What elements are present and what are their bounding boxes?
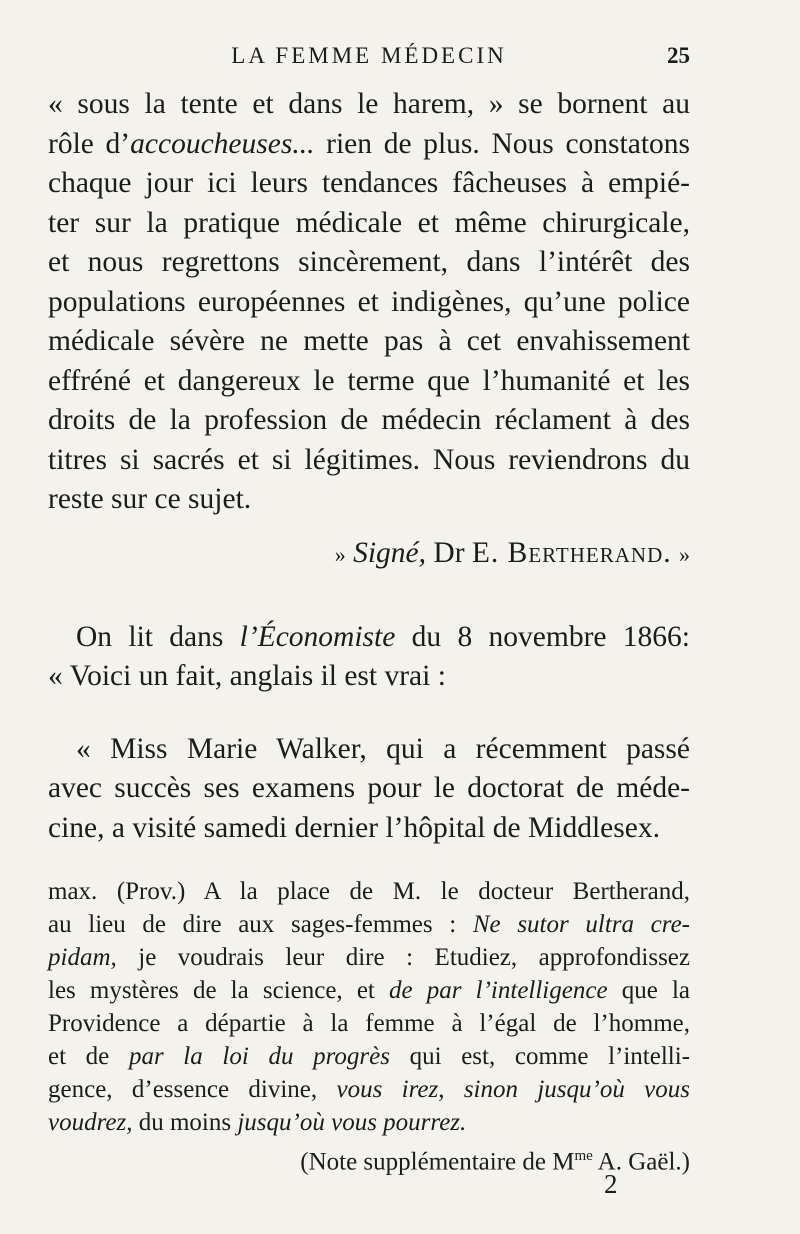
footnote-line: Providence a départie à la femme à l’égal de l’homme, bbox=[48, 1010, 690, 1037]
text-line: titres si sacrés et si légitimes. Nous reviendrons du bbox=[48, 444, 690, 476]
text-line: populations européennes et indigènes, qu’une police bbox=[48, 286, 690, 318]
text-line: et nous regrettons sincèrement, dans l’intérêt des bbox=[48, 246, 690, 278]
doctor-title: Dr bbox=[433, 537, 465, 569]
footnote-line: gence, d’essence divine, vous irez, sinon jusqu’où vous bbox=[48, 1076, 690, 1103]
footnote-line: max. (Prov.) A la place de M. le docteur Bertherand, bbox=[48, 878, 690, 905]
text-line: On lit dans l’Économiste du 8 novembre 1866: bbox=[76, 621, 690, 653]
page-number: 25 bbox=[667, 43, 690, 68]
text-line: rôle d’accoucheuses... rien de plus. Nous constatons bbox=[48, 128, 690, 160]
running-title: LA FEMME MÉDECIN bbox=[231, 43, 507, 68]
footnote-line: pidam, je voudrais leur dire : Etudiez, approfondissez bbox=[48, 944, 690, 971]
text-line: droits de la profession de médecin réclament à des bbox=[48, 404, 690, 436]
signature-folio-mark: 2 bbox=[604, 1169, 618, 1199]
text-line: cine, a visité samedi dernier l’hôpital de Middlesex. bbox=[48, 812, 660, 844]
closing-guillemet: » bbox=[334, 542, 346, 567]
footnote-line: au lieu de dire aux sages-femmes : Ne sutor ultra cre- bbox=[48, 911, 690, 938]
page-header bbox=[48, 36, 690, 76]
text-line: effréné et dangereux le terme que l’humanité et les bbox=[48, 365, 690, 397]
footnote-line: et de par la loi du progrès qui est, comme l’intelli- bbox=[48, 1043, 691, 1070]
author-name: E. Bertherand. bbox=[471, 537, 672, 569]
footnote-line: voudrez, du moins jusqu’où vous pourrez. bbox=[48, 1109, 467, 1136]
signe-label: Signé, bbox=[353, 537, 427, 569]
text-line: « Voici un fait, anglais il est vrai : bbox=[48, 660, 446, 692]
end-guillemet: » bbox=[679, 542, 690, 567]
signature-line bbox=[48, 533, 690, 573]
text-line: « sous la tente et dans le harem, » se bornent au bbox=[48, 88, 690, 120]
text-line: reste sur ce sujet. bbox=[48, 483, 252, 515]
footnote-attribution: (Note supplémentaire de $M^{me}$ A. Gaël.) bbox=[300, 1148, 690, 1176]
text-line: ter sur la pratique médicale et même chirurgicale, bbox=[48, 207, 690, 239]
text-line: chaque jour ici leurs tendances fâcheuses à empié- bbox=[48, 167, 690, 199]
footnote-line: les mystères de la science, et de par l’intelligence que la bbox=[48, 977, 690, 1004]
text-line: médicale sévère ne mette pas à cet envahissement bbox=[48, 325, 690, 357]
text-line: avec succès ses examens pour le doctorat de méde- bbox=[48, 772, 690, 804]
text-line: « Miss Marie Walker, qui a récemment passé bbox=[76, 733, 690, 765]
